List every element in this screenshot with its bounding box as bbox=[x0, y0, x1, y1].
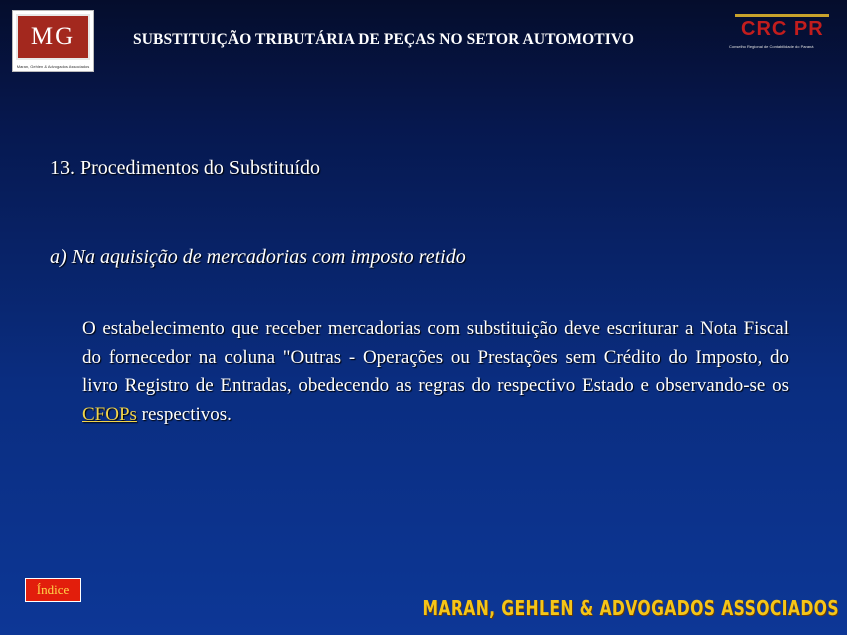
index-button[interactable]: Índice bbox=[25, 578, 81, 602]
footer-brand: MARAN, GEHLEN & ADVOGADOS ASSOCIADOS bbox=[422, 596, 839, 620]
crc-logo-subtitle: Conselho Regional de Contabilidade do Paraná bbox=[729, 44, 814, 49]
crc-logo-bar bbox=[735, 14, 829, 17]
subsection-heading: a) Na aquisição de mercadorias com imposto retido bbox=[50, 246, 466, 268]
crc-pr-logo bbox=[727, 10, 837, 50]
body-paragraph bbox=[82, 315, 789, 429]
mg-logo-subtitle: Maran, Gehlen & Advogados Associados bbox=[16, 64, 90, 69]
section-title: 13. Procedimentos do Substituído bbox=[50, 157, 320, 179]
header-title: SUBSTITUIÇÃO TRIBUTÁRIA DE PEÇAS NO SETOR AUTOMOTIVO bbox=[133, 31, 635, 48]
mg-logo bbox=[12, 10, 94, 72]
paragraph-end: respectivos. bbox=[136, 403, 232, 425]
cfops-link[interactable]: CFOPs bbox=[82, 403, 137, 425]
mg-logo-mark: MG bbox=[16, 14, 90, 60]
crc-logo-mark: CRC PR bbox=[741, 18, 824, 40]
paragraph-text: O estabelecimento que receber mercadorias com substituição deve escriturar a Nota Fiscal do fornecedor na coluna "Outras - Operações ou Prestações sem Crédito do Imposto, do livro Registro de Entradas, obedecendo as regras do respectivo Estado e observando-se os bbox=[82, 318, 789, 396]
